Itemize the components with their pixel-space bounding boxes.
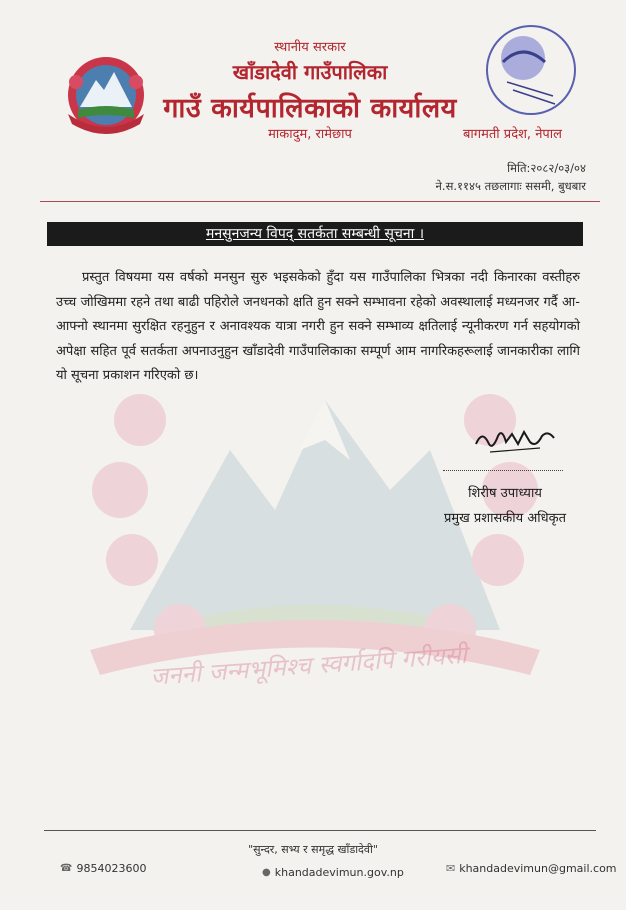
header-municipality: खाँडादेवी गाउँपालिका — [232, 60, 388, 84]
header-divider — [40, 201, 600, 202]
watermark-motto: जननी जन्मभूमिश्च स्वर्गादपि गरीयसी — [149, 640, 468, 691]
letter-date: मिति:२०८२/०३/०४ — [507, 161, 586, 175]
municipality-logo-icon — [483, 22, 579, 118]
email-link[interactable]: khandadevimun@gmail.com — [459, 862, 617, 875]
website-link[interactable]: khandadevimun.gov.np — [274, 866, 404, 879]
globe-icon: ● — [262, 867, 271, 878]
mail-icon: ✉ — [446, 862, 456, 875]
header-local-government: स्थानीय सरकार — [274, 40, 346, 55]
footer-phone — [60, 862, 146, 875]
letter-reference-date: ने.स.११४५ तछलागाः ससमी, बुधबार — [435, 179, 586, 193]
signature-icon — [470, 422, 560, 462]
notice-title: मनसुनजन्य विपद् सतर्कता सम्बन्धी सूचना । — [47, 222, 583, 246]
header-address: माकादुम, रामेछाप — [268, 127, 352, 142]
header-province: बागमती प्रदेश, नेपाल — [463, 127, 562, 142]
footer-email[interactable] — [446, 862, 617, 875]
phone-icon: ☎ — [60, 863, 73, 874]
footer-divider — [44, 830, 596, 831]
nepal-emblem-icon — [60, 52, 152, 138]
signatory-name: शिरीष उपाध्याय — [468, 486, 542, 501]
footer-website[interactable] — [262, 866, 404, 879]
phone-number: 9854023600 — [76, 862, 147, 875]
header-office: गाउँ कार्यपालिकाको कार्यालय — [163, 93, 457, 124]
footer-slogan: "सुन्दर, सभ्य र समृद्ध खाँडादेवी" — [248, 843, 378, 856]
notice-body: प्रस्तुत विषयमा यस वर्षको मनसुन सुरु भइसकेको हुँदा यस गाउँपालिका भित्रका नदी किनारका वस्तीहरु उच्च जोखिममा रहने तथा बाढी पहिरोले जनधनको क्षति हुन सक्ने सम्भावना रहेको अवस्थालाई मध्यनजर गर्दै आ-आफ्नो स्थानमा सुरक्षित रहनुहुन र अनावश्यक यात्रा नगरी हुन सक्ने सम्भाव्य क्षतिलाई न्यूनीकरण गर्न सहयोगको अपेक्षा सहित पूर्व सतर्कता अपनाउनुहुन खाँडादेवी गाउँपालिकाका सम्पूर्ण आम नागरिकहरूलाई जानकारीका लागि यो सूचना प्रकाशन गरिएको छ। — [56, 270, 580, 383]
signature-line — [443, 470, 563, 471]
signatory-title: प्रमुख प्रशासकीय अधिकृत — [443, 511, 567, 526]
